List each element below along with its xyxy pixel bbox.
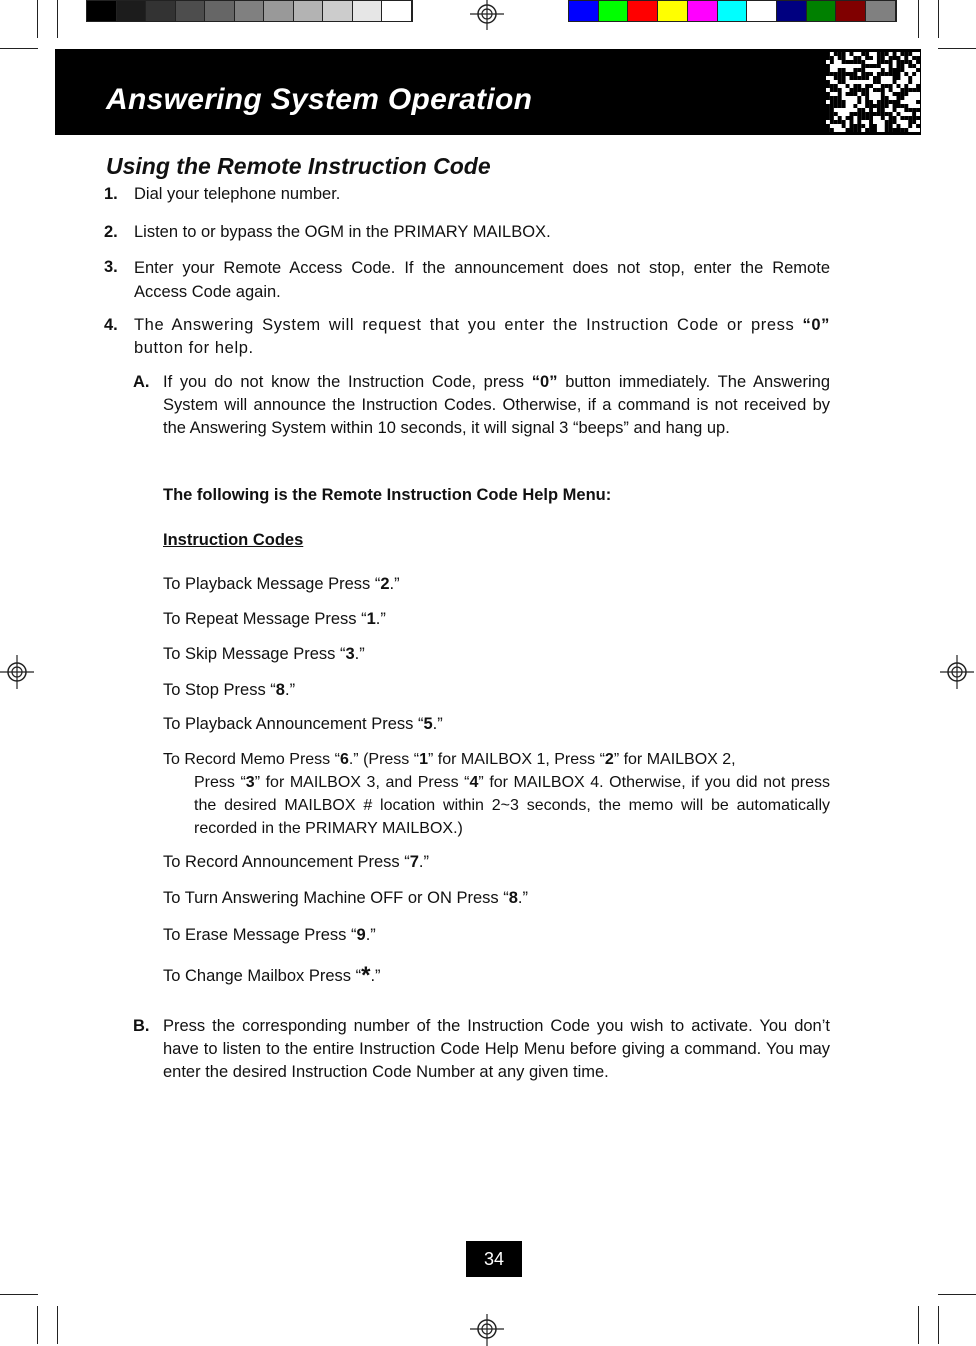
step-4 xyxy=(104,314,830,360)
crop-mark xyxy=(938,0,939,38)
color-swatch xyxy=(599,1,629,21)
color-swatch xyxy=(146,1,176,21)
sub-item-b xyxy=(133,1015,830,1084)
registration-mark-right xyxy=(940,655,974,689)
crop-mark xyxy=(938,1306,939,1344)
color-swatch xyxy=(569,1,599,21)
crop-mark xyxy=(938,1294,976,1295)
sub-text: Press the corresponding number of the Instruction Code you wish to activate. You don’t have to listen to the entire Instruction Code Help Menu before giving a command. You may enter the desired Instruction Code Number at any given time. xyxy=(163,1017,830,1081)
code-playback-announcement: To Playback Announcement Press “5.” xyxy=(163,715,443,733)
sub-label: B. xyxy=(133,1017,150,1035)
color-swatch xyxy=(628,1,658,21)
code-skip-message: To Skip Message Press “3.” xyxy=(163,645,365,663)
color-swatch xyxy=(777,1,807,21)
code-toggle-machine: To Turn Answering Machine OFF or ON Press “8.” xyxy=(163,889,528,907)
code-change-mailbox: To Change Mailbox Press “*.” xyxy=(163,962,381,989)
step-3 xyxy=(104,256,830,304)
page-number: 34 xyxy=(466,1241,522,1277)
step-number: 1. xyxy=(104,185,118,203)
color-swatch xyxy=(836,1,866,21)
color-swatch xyxy=(294,1,324,21)
code-record-memo: To Record Memo Press “6.” (Press “1” for MAILBOX 1, Press “2” for MAILBOX 2, Press “3” for MAILBOX 3, and Press “4” for MAILBOX 4. Otherwise, if you did not press the desired MAILBOX # location within 2~3 seconds, the memo will be automatically recorded in the PRIMARY MAILBOX.) xyxy=(163,751,830,837)
color-swatch xyxy=(688,1,718,21)
step-text: The Answering System will request that you enter the Instruction Code or press “0” button for help. xyxy=(134,316,830,357)
grayscale-bar xyxy=(86,0,413,22)
crop-mark xyxy=(37,0,38,38)
color-swatch xyxy=(117,1,147,21)
crop-mark xyxy=(938,48,976,49)
color-swatch xyxy=(353,1,383,21)
color-swatch xyxy=(235,1,265,21)
color-swatch xyxy=(87,1,117,21)
code-erase-message: To Erase Message Press “9.” xyxy=(163,926,376,944)
code-repeat-message: To Repeat Message Press “1.” xyxy=(163,610,386,628)
step-number: 3. xyxy=(104,258,118,276)
step-2 xyxy=(104,221,830,244)
sub-item-a xyxy=(133,371,830,440)
color-swatch xyxy=(658,1,688,21)
sub-label: A. xyxy=(133,373,150,391)
color-swatch xyxy=(323,1,353,21)
crop-mark xyxy=(918,1306,919,1344)
step-text: Enter your Remote Access Code. If the announcement does not stop, enter the Remote Access Code again. xyxy=(134,259,830,301)
step-text: Dial your telephone number. xyxy=(134,185,341,203)
color-swatch xyxy=(382,1,412,21)
help-menu-intro: The following is the Remote Instruction Code Help Menu: xyxy=(163,486,612,504)
code-playback-message: To Playback Message Press “2.” xyxy=(163,575,400,593)
crop-mark xyxy=(37,1306,38,1344)
registration-mark-left xyxy=(0,655,34,689)
code-record-announcement: To Record Announcement Press “7.” xyxy=(163,853,429,871)
barcode-pattern xyxy=(826,52,920,132)
step-1 xyxy=(104,183,830,206)
color-swatch xyxy=(807,1,837,21)
crop-mark xyxy=(57,0,58,38)
code-stop: To Stop Press “8.” xyxy=(163,681,296,699)
step-number: 2. xyxy=(104,223,118,241)
crop-mark xyxy=(0,1294,38,1295)
registration-mark-top xyxy=(470,0,504,34)
crop-mark xyxy=(57,1306,58,1344)
crop-mark xyxy=(0,48,38,49)
step-number: 4. xyxy=(104,316,118,334)
codes-heading: Instruction Codes xyxy=(163,531,304,549)
color-swatch xyxy=(205,1,235,21)
page-title: Answering System Operation xyxy=(106,83,533,116)
step-text: Listen to or bypass the OGM in the PRIMARY MAILBOX. xyxy=(134,223,551,241)
color-swatch xyxy=(866,1,896,21)
sub-text: If you do not know the Instruction Code, press “0” button immediately. The Answering System will announce the Instruction Codes. Otherwise, if a command is not received by the Answering System within 10 seconds, it will signal 3 “beeps” and hang up. xyxy=(163,373,830,437)
color-swatch xyxy=(747,1,777,21)
color-swatch xyxy=(176,1,206,21)
section-heading: Using the Remote Instruction Code xyxy=(106,153,491,179)
crop-mark xyxy=(918,0,919,38)
color-bar xyxy=(568,0,897,22)
color-swatch xyxy=(718,1,748,21)
color-swatch xyxy=(264,1,294,21)
registration-mark-bottom xyxy=(470,1312,504,1346)
